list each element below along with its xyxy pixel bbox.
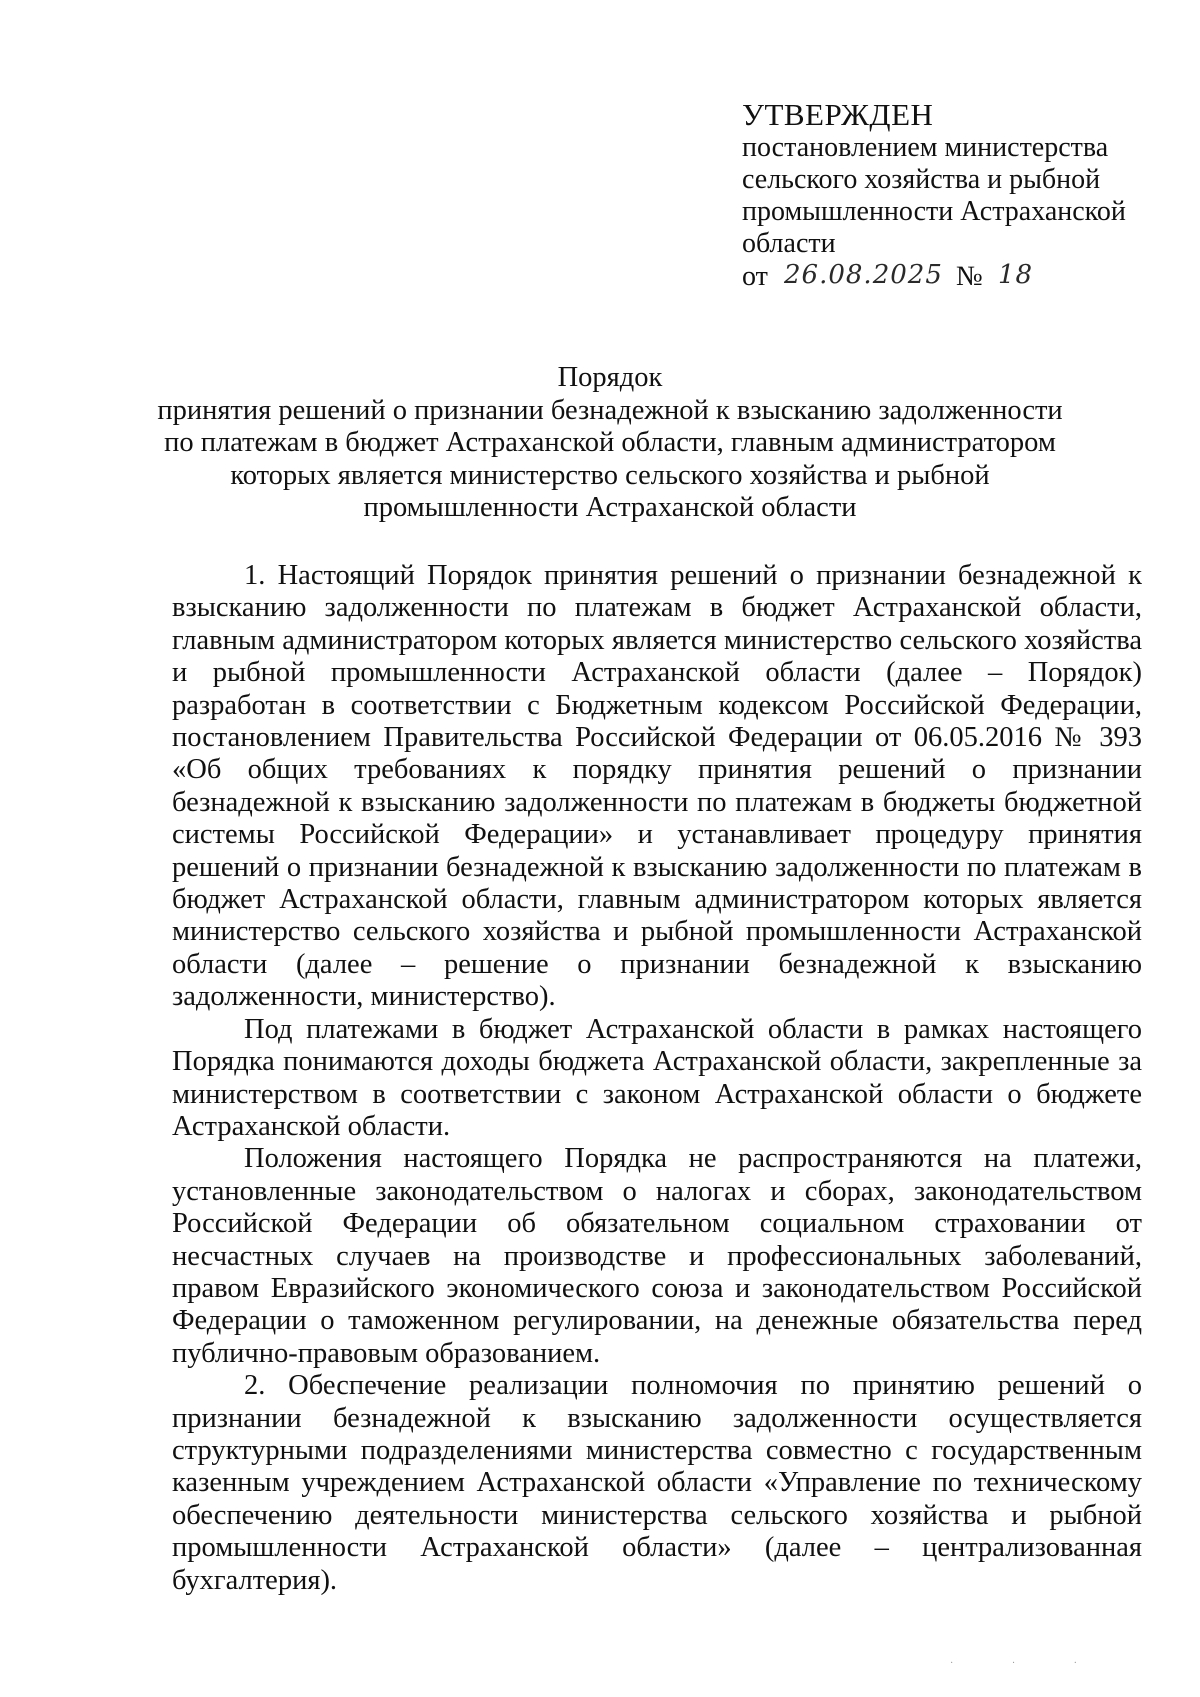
- handwritten-number: 18: [998, 260, 1034, 290]
- date-prefix: от: [742, 261, 768, 292]
- document-title: [140, 362, 1080, 525]
- approval-block: [742, 98, 1162, 296]
- approval-date-line: [742, 260, 1162, 296]
- approval-line: области: [742, 228, 836, 259]
- document-body: [172, 560, 1142, 1597]
- paragraph-3: Положения настоящего Порядка не распространяются на платежи, установленные законодательством о налогах и сборах, законодательством Российской Федерации об обязательном социальном страховании от несчастных случаев на производстве и профессиональных заболеваний, правом Евразийского экономического союза и законодательством Российской Федерации о таможенном регулировании, на денежные обязательства перед публично-правовым образованием.: [172, 1143, 1142, 1369]
- title-line: по платежам в бюджет Астраханской области, главным администратором: [164, 427, 1056, 458]
- title-heading: Порядок: [557, 362, 663, 393]
- paragraph-4: 2. Обеспечение реализации полномочия по принятию решений о признании безнадежной к взысканию задолженности осуществляется структурными подразделениями министерства совместно с государственным казенным учреждением Астраханской области «Управление по техническому обеспечению деятельности министерства сельского хозяйства и рыбной промышленности Астраханской области» (далее – централизованная бухгалтерия).: [172, 1370, 1142, 1596]
- approval-line: постановлением министерства: [742, 132, 1109, 163]
- title-line: которых является министерство сельского хозяйства и рыбной: [230, 459, 990, 491]
- approval-line: сельского хозяйства и рыбной: [742, 164, 1101, 195]
- title-line: промышленности Астраханской области: [363, 492, 857, 523]
- approval-line: промышленности Астраханской: [742, 196, 1126, 227]
- paragraph-1: 1. Настоящий Порядок принятия решений о признании безнадежной к взысканию задолженности по платежам в бюджет Астраханской области, главным администратором которых является министерство сельского хозяйства и рыбной промышленности Астраханской области (далее – Порядок) разработан в соответствии с Бюджетным кодексом Российской Федерации, постановлением Правительства Российской Федерации от 06.05.2016 № 393 «Об общих требованиях к порядку принятия решений о признании безнадежной к взысканию задолженности по платежам в бюджеты бюджетной системы Российской Федерации» и устанавливает процедуру принятия решений о признании безнадежной к взысканию задолженности по платежам в бюджет Астраханской области, главным администратором которых является министерство сельского хозяйства и рыбной промышленности Астраханской области (далее – решение о признании безнадежной к взысканию задолженности, министерство).: [172, 560, 1142, 1013]
- paragraph-2: Под платежами в бюджет Астраханской области в рамках настоящего Порядка понимаются доходы бюджета Астраханской области, закрепленные за министерством в соответствии с законом Астраханской области о бюджете Астраханской области.: [172, 1013, 1142, 1142]
- title-line: принятия решений о признании безнадежной к взысканию задолженности: [157, 394, 1063, 426]
- scan-specks: · · ·: [950, 1658, 1105, 1669]
- number-sign: №: [956, 261, 983, 292]
- approved-heading: УТВЕРЖДЕН: [742, 97, 934, 132]
- handwritten-date: 26.08.2025: [784, 260, 943, 290]
